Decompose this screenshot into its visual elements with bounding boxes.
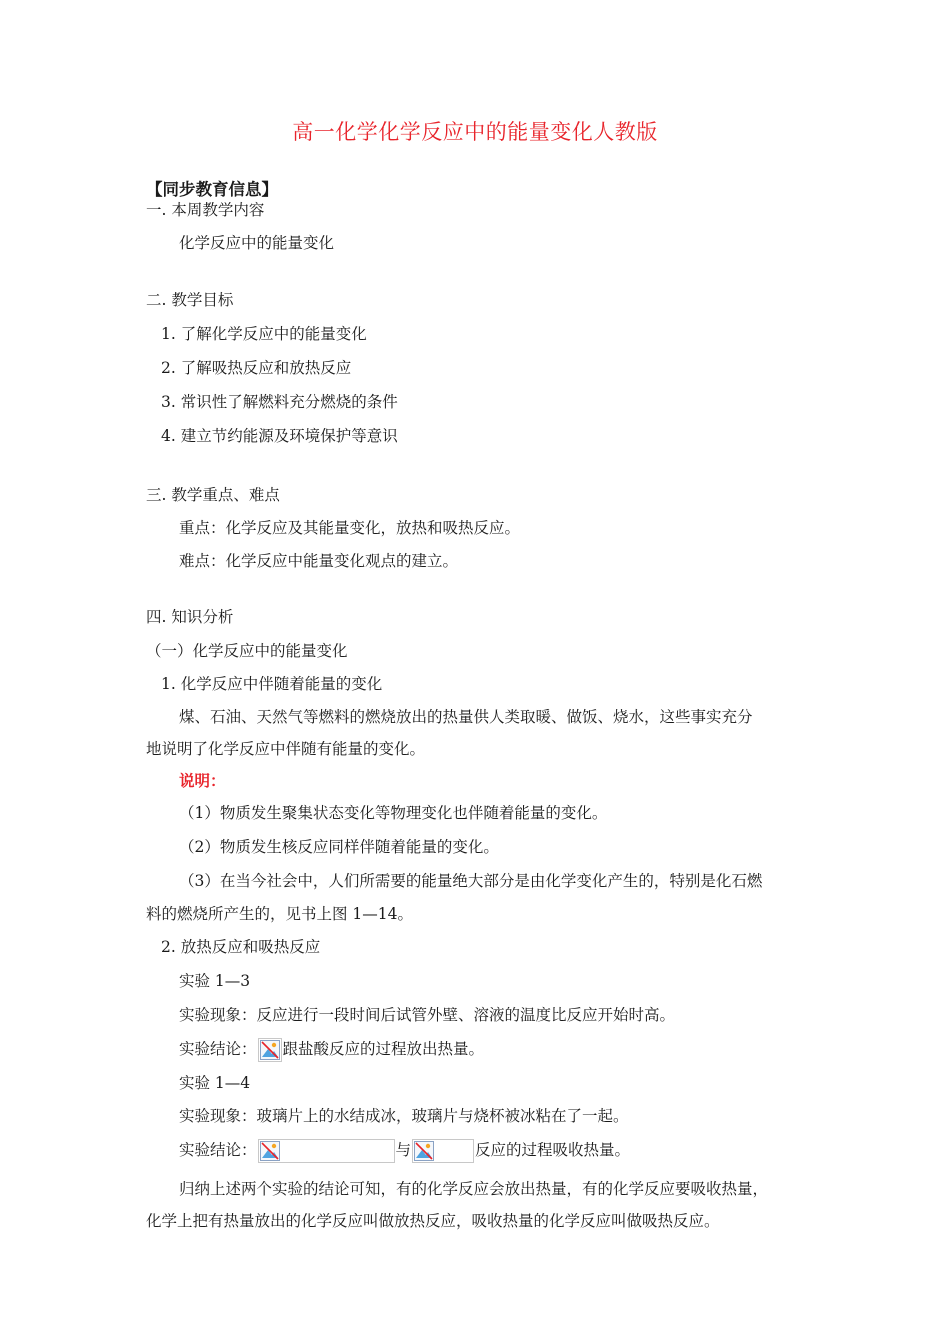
experiment-phenomenon: 实验现象：玻璃片上的水结成冰，玻璃片与烧杯被冰粘在了一起。 [179, 1107, 629, 1125]
document-title: 高一化学化学反应中的能量变化人教版 [292, 120, 658, 144]
goal-item: 4. 建立节约能源及环境保护等意识 [161, 427, 398, 445]
goal-item: 1. 了解化学反应中的能量变化 [161, 325, 367, 343]
point-1-title: 1. 化学反应中伴随着能量的变化 [161, 675, 383, 693]
note-item: （2）物质发生核反应同样伴随着能量的变化。 [179, 838, 499, 856]
note-label: 说明： [179, 771, 226, 790]
conclusion-text: 跟盐酸反应的过程放出热量。 [282, 1040, 485, 1058]
experiment-conclusion [179, 1037, 484, 1062]
conclusion-label: 实验结论： [179, 1141, 257, 1159]
section-header: 【同步教育信息】 [146, 180, 278, 199]
section-4-heading: 四. 知识分析 [146, 608, 234, 626]
section-1-heading: 一. 本周教学内容 [146, 201, 265, 219]
section-2-heading: 二. 教学目标 [146, 291, 234, 309]
broken-image-icon [412, 1139, 474, 1163]
goal-item: 2. 了解吸热反应和放热反应 [161, 359, 352, 377]
note-item: （1）物质发生聚集状态变化等物理变化也伴随着能量的变化。 [179, 804, 608, 822]
experiment-phenomenon: 实验现象：反应进行一段时间后试管外壁、溶液的温度比反应开始时高。 [179, 1006, 676, 1024]
key-point: 重点：化学反应及其能量变化，放热和吸热反应。 [179, 519, 521, 537]
paragraph-line: 煤、石油、天然气等燃料的燃烧放出的热量供人类取暖、做饭、烧水，这些事实充分 [179, 708, 753, 726]
point-2-title: 2. 放热反应和吸热反应 [161, 938, 321, 956]
experiment-title: 实验 1—4 [179, 1074, 251, 1092]
difficult-point: 难点：化学反应中能量变化观点的建立。 [179, 552, 459, 570]
summary-line: 化学上把有热量放出的化学反应叫做放热反应，吸收热量的化学反应叫做吸热反应。 [146, 1212, 720, 1230]
section-3-heading: 三. 教学重点、难点 [146, 486, 280, 504]
conclusion-label: 实验结论： [179, 1040, 257, 1058]
broken-image-icon [258, 1139, 395, 1163]
goal-item: 3. 常识性了解燃料充分燃烧的条件 [161, 393, 398, 411]
summary-line: 归纳上述两个实验的结论可知，有的化学反应会放出热量，有的化学反应要吸收热量， [179, 1180, 769, 1198]
experiment-conclusion [179, 1138, 630, 1163]
subsection-heading: （一）化学反应中的能量变化 [146, 642, 348, 660]
experiment-title: 实验 1—3 [179, 972, 251, 990]
note-item: 料的燃烧所产生的，见书上图 1—14。 [146, 905, 414, 923]
conclusion-conjunction: 与 [395, 1141, 412, 1159]
broken-image-icon [258, 1038, 282, 1062]
conclusion-text: 反应的过程吸收热量。 [475, 1141, 631, 1159]
section-1-content: 化学反应中的能量变化 [179, 234, 335, 252]
paragraph-line: 地说明了化学反应中伴随有能量的变化。 [146, 740, 426, 758]
note-item: （3）在当今社会中，人们所需要的能量绝大部分是由化学变化产生的，特别是化石燃 [179, 872, 763, 890]
